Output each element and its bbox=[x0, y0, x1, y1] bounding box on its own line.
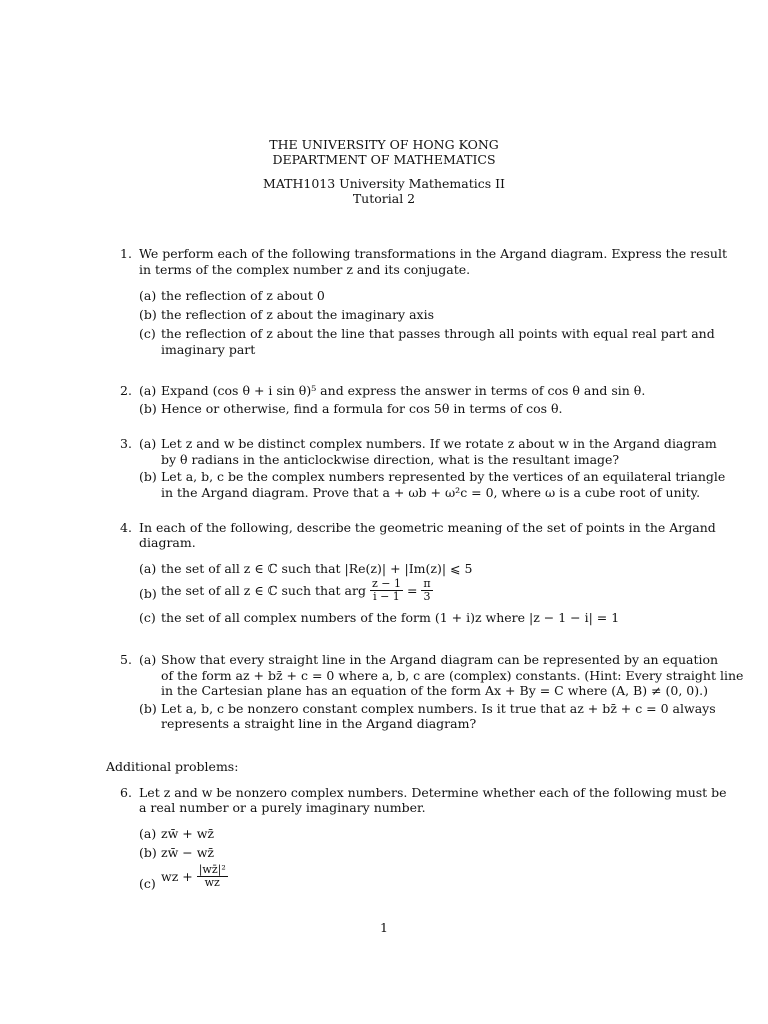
q1-number: 1. bbox=[120, 246, 132, 261]
q6c-fraction bbox=[197, 864, 228, 889]
q2-number: 2. bbox=[120, 383, 132, 398]
tutorial-title: Tutorial 2 bbox=[352, 191, 416, 206]
additional-problems-heading: Additional problems: bbox=[106, 759, 239, 774]
q1c-text-line2: imaginary part bbox=[161, 342, 256, 357]
q4b-fraction-right bbox=[421, 578, 432, 603]
q1a-tag: (a) bbox=[139, 288, 157, 303]
q6-number: 6. bbox=[120, 785, 132, 800]
q5b-text-line1: Let a, b, c be nonzero constant complex numbers. Is it true that az + bz̄ + c = 0 always bbox=[161, 701, 716, 716]
q6c-denominator: wz bbox=[204, 876, 220, 889]
q5a-text-line1: Show that every straight line in the Argand diagram can be represented by an equation bbox=[161, 652, 719, 667]
q4b-denominator-left: i − 1 bbox=[373, 590, 400, 603]
q4a-text: the set of all z ∈ ℂ such that |Re(z)| + |Im(z)| ⩽ 5 bbox=[161, 561, 473, 576]
q1b-tag: (b) bbox=[139, 307, 157, 322]
q1b-text: the reflection of z about the imaginary axis bbox=[161, 307, 435, 322]
q6b-tag: (b) bbox=[139, 845, 157, 860]
q5b-text-line2: represents a straight line in the Argand diagram? bbox=[161, 716, 477, 731]
q5a-text-line3: in the Cartesian plane has an equation of the form Ax + By = C where (A, B) ≠ (0, 0).) bbox=[161, 683, 708, 698]
q4b-fraction-left bbox=[370, 578, 403, 603]
q6a-tag: (a) bbox=[139, 826, 157, 841]
q6-text-line2: a real number or a purely imaginary number. bbox=[139, 800, 426, 815]
q4-text-line2: diagram. bbox=[139, 535, 196, 550]
q4b-text bbox=[161, 578, 433, 603]
q4b-denominator-right: 3 bbox=[423, 590, 431, 603]
course-title: MATH1013 University Mathematics II bbox=[263, 176, 505, 191]
q3a-text-line1: Let z and w be distinct complex numbers. If we rotate z about w in the Argand diagram bbox=[161, 436, 717, 451]
q6a-text: zw̄ + wz̄ bbox=[161, 826, 214, 841]
q6c-numerator: |wz̄|² bbox=[198, 863, 226, 876]
q3a-tag: (a) bbox=[139, 436, 157, 451]
q4-text-line1: In each of the following, describe the geometric meaning of the set of points in the Argand bbox=[139, 520, 716, 535]
q1a-text: the reflection of z about 0 bbox=[161, 288, 325, 303]
q5-number: 5. bbox=[120, 652, 132, 667]
q2b-text: Hence or otherwise, find a formula for cos 5θ in terms of cos θ. bbox=[161, 401, 563, 416]
q4b-numerator-left: z − 1 bbox=[371, 577, 401, 590]
q1-text-line1: We perform each of the following transformations in the Argand diagram. Express the result bbox=[139, 246, 727, 261]
q3-number: 3. bbox=[120, 436, 132, 451]
q3b-tag: (b) bbox=[139, 469, 157, 484]
q5b-tag: (b) bbox=[139, 701, 157, 716]
q5a-text-line2: of the form az + bz̄ + c = 0 where a, b, c are (complex) constants. (Hint: Every straight line bbox=[161, 668, 744, 683]
q3b-text-line1: Let a, b, c be the complex numbers represented by the vertices of an equilateral triangle bbox=[161, 469, 726, 484]
q3b-text-line2: in the Argand diagram. Prove that a + ωb + ω²c = 0, where ω is a cube root of unity. bbox=[161, 485, 701, 500]
q1-text-line2: in terms of the complex number z and its conjugate. bbox=[139, 262, 471, 277]
q3a-text-line2: by θ radians in the anticlockwise direction, what is the resultant image? bbox=[161, 452, 620, 467]
q4b-numerator-right: π bbox=[423, 577, 431, 590]
university-title: THE UNIVERSITY OF HONG KONG bbox=[269, 137, 499, 152]
q4b-equals: = bbox=[406, 583, 418, 598]
q4b-tag: (b) bbox=[139, 586, 157, 601]
q4b-prefix: the set of all z ∈ ℂ such that arg bbox=[161, 583, 366, 598]
q5a-tag: (a) bbox=[139, 652, 157, 667]
q2b-tag: (b) bbox=[139, 401, 157, 416]
page-number: 1 bbox=[380, 920, 388, 935]
q4c-text: the set of all complex numbers of the form (1 + i)z where |z − 1 − i| = 1 bbox=[161, 610, 620, 625]
q6-text-line1: Let z and w be nonzero complex numbers. Determine whether each of the following must be bbox=[139, 785, 727, 800]
q2a-tag: (a) bbox=[139, 383, 157, 398]
q2a-text: Expand (cos θ + i sin θ)⁵ and express the answer in terms of cos θ and sin θ. bbox=[161, 383, 646, 398]
q4c-tag: (c) bbox=[139, 610, 156, 625]
q6c-tag: (c) bbox=[139, 876, 156, 891]
q1c-tag: (c) bbox=[139, 326, 156, 341]
q1c-text-line1: the reflection of z about the line that passes through all points with equal real part and bbox=[161, 326, 715, 341]
q6c-prefix: wz + bbox=[161, 869, 193, 884]
q6c-text bbox=[161, 864, 228, 889]
q6b-text: zw̄ − wz̄ bbox=[161, 845, 214, 860]
q4a-tag: (a) bbox=[139, 561, 157, 576]
q4-number: 4. bbox=[120, 520, 132, 535]
department-title: DEPARTMENT OF MATHEMATICS bbox=[272, 152, 496, 167]
